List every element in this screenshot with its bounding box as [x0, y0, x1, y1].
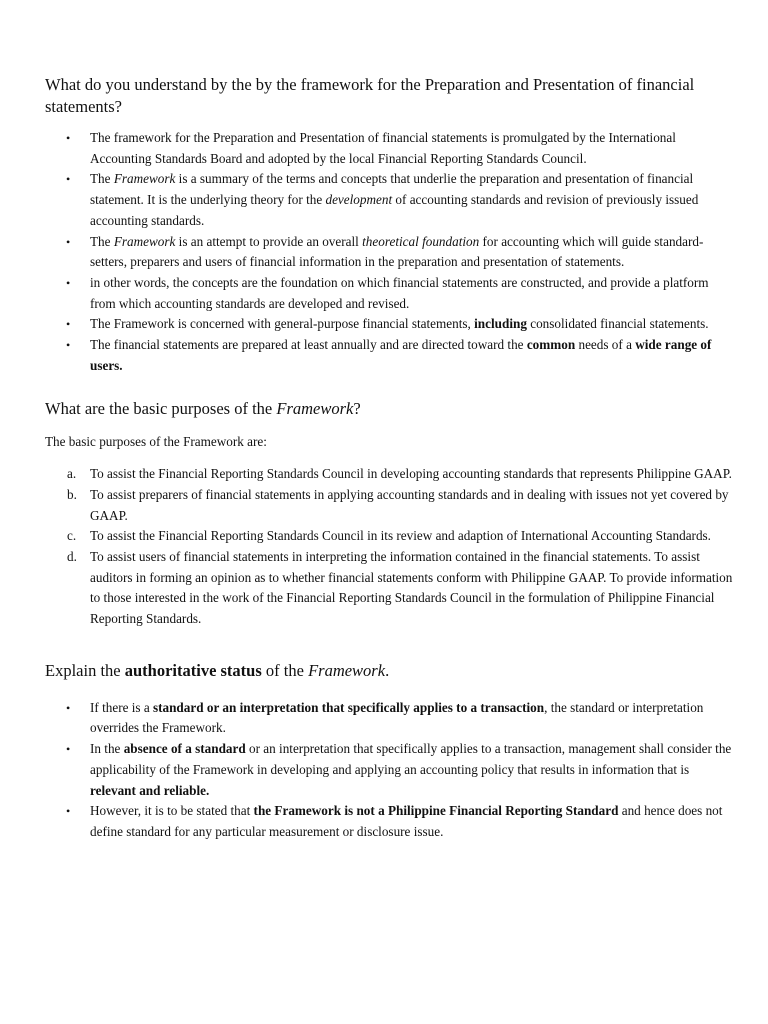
bullet-item	[45, 698, 735, 739]
text-run: of accounting standards and revision of previously issued accounting standards.	[90, 192, 699, 228]
text-run: If there is a	[90, 699, 153, 715]
text-run: for accounting which will guide standard-setters, preparers and users of financial information in the preparation and presentation of statements.	[90, 233, 704, 270]
bold-text: common	[526, 337, 576, 353]
section-heading-framework: What do you understand by the by the framework for the Preparation and Presentation of financial statements?	[45, 75, 695, 116]
bullet-glyph: •	[66, 234, 71, 249]
bullet-glyph: •	[66, 338, 71, 353]
section-framework-overview	[45, 74, 735, 376]
bullet-text	[90, 741, 731, 797]
text-run: The	[90, 171, 114, 187]
bold-text: standard or an interpretation that specifically applies to a transaction	[152, 699, 545, 715]
bold-text: the Framework is not a Philippine Financial Reporting Standard	[253, 803, 619, 819]
bold-text: relevant and reliable.	[90, 782, 210, 798]
bullet-item	[45, 128, 735, 169]
bullet-text	[90, 234, 703, 270]
bullet-text	[90, 275, 709, 311]
bold-text: authoritative status	[124, 660, 262, 680]
italic-text: Framework	[308, 660, 386, 680]
bullet-item	[45, 169, 735, 231]
document-page	[45, 74, 735, 843]
text-run: ?	[353, 399, 361, 419]
list-marker: a.	[67, 466, 77, 482]
text-run: The Framework is concerned with general-purpose financial statements,	[90, 316, 475, 332]
text-run: and hence does not define standard for any particular measurement or disclosure issue.	[90, 803, 723, 839]
italic-text: Framework	[113, 233, 176, 249]
bullet-item	[45, 335, 735, 376]
purpose-text: To assist the Financial Reporting Standards Council in its review and adaption of International Accounting Standards.	[90, 528, 711, 544]
purpose-item	[45, 526, 735, 547]
bullet-text	[90, 316, 709, 331]
text-run: .	[385, 660, 390, 680]
section-basic-purposes	[45, 398, 735, 629]
purpose-item	[45, 464, 735, 485]
purpose-text: To assist users of financial statements in interpreting the information contained in the financial statements. To assist auditors in forming an opinion as to whether financial statements conform with Philippine GAAP. To provide information to those interested in the work of the Financial Reporting Standards Council in the formulation of Philippine Financial Reporting Standards.	[90, 548, 733, 627]
text-run: is an attempt to provide an overall	[175, 233, 363, 249]
text-run: , the standard or interpretation overrides the Framework.	[90, 699, 704, 736]
bullet-glyph: •	[66, 804, 71, 819]
bullet-text	[90, 171, 698, 227]
bullet-text	[90, 700, 703, 736]
text-run: However, it is to be stated that	[90, 803, 254, 819]
bold-text: including	[474, 316, 527, 332]
list-marker: c.	[67, 528, 77, 544]
list-marker: b.	[67, 486, 77, 502]
text-run: The framework for the Preparation and Presentation of financial statements is promulgated by the International Accounting Standards Board and adopted by the local Financial Reporting Standards Council.	[90, 130, 676, 166]
bold-text: absence of a standard	[123, 741, 246, 757]
bullet-glyph: •	[66, 131, 71, 145]
bullet-glyph: •	[66, 317, 71, 332]
purposes-list	[45, 464, 735, 630]
text-run: in other words, the concepts are the foundation on which financial statements are constructed, and provide a platform from which accounting standards are developed and revised.	[90, 274, 709, 311]
italic-text: Framework	[113, 171, 176, 187]
text-run: is a summary of the terms and concepts that underlie the preparation and presentation of financial statement. It is the underlying theory for the	[90, 171, 694, 208]
bullet-item	[45, 314, 735, 335]
text-run: What are the basic purposes of the	[45, 399, 277, 419]
italic-text: theoretical foundation	[362, 233, 480, 249]
text-run: Explain the	[45, 660, 125, 680]
bold-text: wide range of users.	[90, 337, 712, 373]
section-heading-purposes	[45, 398, 735, 420]
text-run: of the	[261, 660, 309, 680]
text-run: The	[90, 233, 114, 249]
authoritative-bullet-list	[45, 698, 735, 843]
bullet-text	[90, 337, 711, 373]
bullet-glyph: •	[66, 742, 71, 757]
purpose-item	[45, 485, 735, 526]
text-run: needs of a	[575, 337, 636, 353]
bullet-item	[45, 232, 735, 273]
text-run: The financial statements are prepared at least annually and are directed toward the	[90, 337, 527, 353]
bullet-glyph: •	[66, 275, 71, 290]
section-authoritative-status	[45, 660, 735, 843]
italic-text: development	[325, 192, 393, 208]
text-run: or an interpretation that specifically applies to a transaction, management shall consider the applicability of the Framework in developing and applying an accounting policy that results in information that is	[90, 741, 732, 777]
bullet-text	[90, 130, 676, 166]
bullet-glyph: •	[66, 172, 71, 187]
bullet-item	[45, 273, 735, 314]
italic-text: Framework	[276, 399, 354, 419]
bullet-item	[45, 801, 735, 842]
bullet-text	[90, 803, 722, 839]
purposes-intro: The basic purposes of the Framework are:	[45, 434, 267, 450]
bullet-item	[45, 739, 735, 801]
bullet-glyph: •	[66, 700, 71, 715]
purpose-text: To assist the Financial Reporting Standards Council in developing accounting standards that represents Philippine GAAP.	[90, 466, 732, 482]
section-heading-authoritative	[45, 660, 735, 682]
text-run: consolidated financial statements.	[526, 316, 709, 332]
text-run: In the	[90, 741, 124, 757]
framework-bullet-list	[45, 128, 735, 376]
purpose-text: To assist preparers of financial statements in applying accounting standards and in dealing with issues not yet covered by GAAP.	[90, 486, 729, 523]
list-marker: d.	[67, 548, 77, 564]
purpose-item	[45, 547, 735, 630]
